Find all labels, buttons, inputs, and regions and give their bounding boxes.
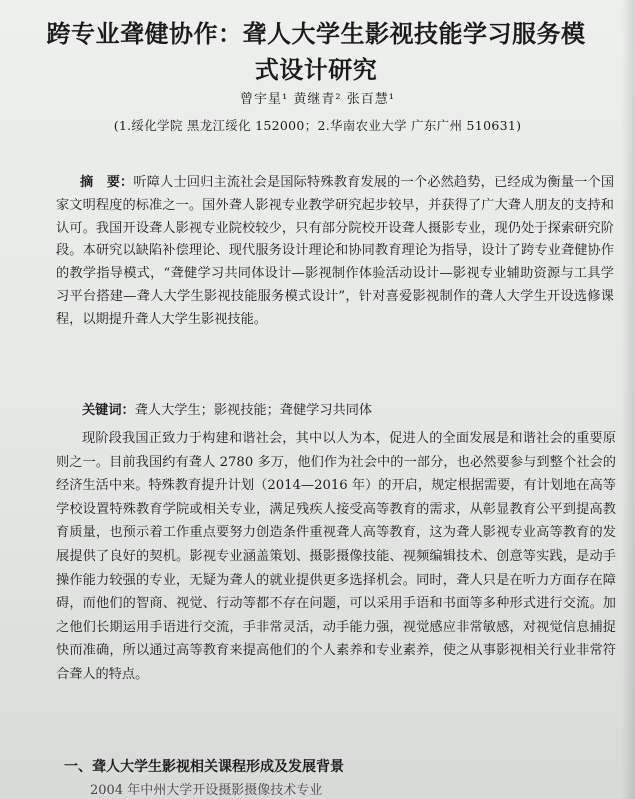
affiliation: (1.绥化学院 黑龙江绥化 152000；2.华南农业大学 广东广州 510631) <box>113 118 522 133</box>
abstract-label: 摘 要： <box>80 175 134 190</box>
authors: 曾宇星¹ 黄继青² 张百慧¹ <box>240 92 395 107</box>
abstract <box>56 172 614 332</box>
paper-title: 跨专业聋健协作：聋人大学生影视技能学习服务模式设计研究 <box>46 19 586 84</box>
keywords-text: 聋人大学生；影视技能；聋健学习共同体 <box>134 403 373 418</box>
body-paragraph: 现阶段我国正致力于构建和谐社会，其中以人为本，促进人的全面发展是和谐社会的重要原则之一。目前我国约有聋人 2780 多万，他们作为社会中的一部分，也必然要参与到整个社会的经济生活中来。特殊教育提升计划（2014—2016 年）的开启，规定根据需要，有计划地在高等学校设置特殊教育学院或相关专业，满足残疾人接受高等教育的需求，从彰显教育公平到提高教育质量，也预示着工作重点要努力创造条件重视聋人高等教育，这为聋人影视专业高等教育的发展提供了良好的契机。影视专业涵盖策划、摄影摄像技能、视频编辑技术、创意等实践，是动手操作能力较强的专业，无疑为聋人的就业提供更多选择机会。同时，聋人只是在听力方面存在障碍，而他们的智商、视觉、行动等都不存在问题，可以采用手语和书面等多种形式进行交流。加之他们长期运用手语进行交流，手非常灵活，动手能力强，视觉感应非常敏感，对视觉信息捕捉快而准确，所以通过高等教育来提高他们的个人素养和专业素养，使之从事影视相关行业非常符合聋人的特点。 <box>56 431 616 682</box>
keywords <box>82 401 622 421</box>
section-heading: 一、聋人大学生影视相关课程形成及发展背景 <box>64 759 344 775</box>
partial-next-line: 2004 年中州大学开设摄影摄像技术专业 <box>90 783 323 798</box>
keywords-label: 关键词： <box>82 403 135 418</box>
page-edge-shadow <box>621 0 635 799</box>
abstract-text: 听障人士回归主流社会是国际特殊教育发展的一个必然趋势，已经成为衡量一个国家文明程度的标准之一。国外聋人影视专业教学研究起步较早，并获得了广大聋人朋友的支持和认可。我国开设聋人影视专业院校较少，只有部分院校开设聋人摄影专业，现仍处于探索研究阶段。本研究以缺陷补偿理论、现代服务设计理论和协同教育理论为指导，设计了跨专业聋健协作的教学指导模式，“聋健学习共同体设计—影视制作体验活动设计—影视专业辅助资源与工具学习平台搭建—聋人大学生影视技能服务模式设计”，针对喜爱影视制作的聋人大学生开设选修课程，以期提升聋人大学生影视技能。 <box>56 175 615 327</box>
